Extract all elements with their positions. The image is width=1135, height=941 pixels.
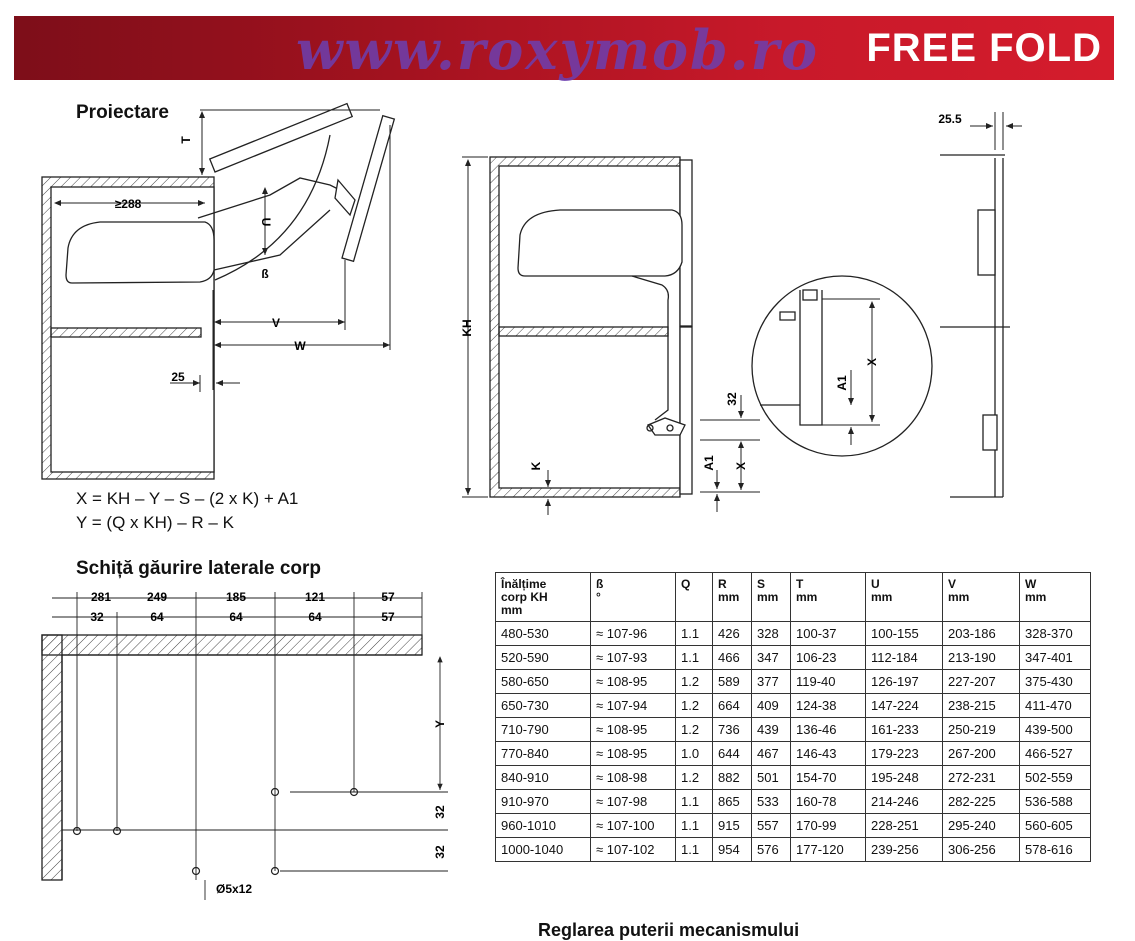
table-cell: 213-190 bbox=[943, 646, 1020, 670]
label-gap: 25 bbox=[171, 370, 185, 384]
top-dim-57: 57 bbox=[381, 590, 395, 604]
table-cell: 195-248 bbox=[866, 766, 943, 790]
table-cell: 177-120 bbox=[791, 838, 866, 862]
drilling-title: Schiță găurire laterale corp bbox=[76, 558, 321, 579]
label-A1-detail: A1 bbox=[835, 375, 849, 391]
header-q: Q bbox=[676, 573, 713, 622]
label-A1: A1 bbox=[702, 455, 716, 471]
label-32: 32 bbox=[725, 392, 739, 406]
table-cell: 228-251 bbox=[866, 814, 943, 838]
table-cell: 203-186 bbox=[943, 622, 1020, 646]
table-cell: 536-588 bbox=[1020, 790, 1091, 814]
table-cell: 282-225 bbox=[943, 790, 1020, 814]
table-row bbox=[496, 646, 1091, 670]
table-cell: ≈ 108-95 bbox=[591, 742, 676, 766]
table-cell: 1.1 bbox=[676, 838, 713, 862]
label-25-5: 25.5 bbox=[938, 112, 962, 126]
table-cell: 295-240 bbox=[943, 814, 1020, 838]
table-cell: 1.0 bbox=[676, 742, 713, 766]
label-KH: KH bbox=[460, 319, 474, 337]
formula-y: Y = (Q x KH) – R – K bbox=[76, 513, 234, 532]
table-cell: 865 bbox=[713, 790, 752, 814]
product-title: FREE FOLD bbox=[866, 26, 1102, 70]
table-cell: 100-37 bbox=[791, 622, 866, 646]
label-W: W bbox=[294, 339, 306, 353]
table-cell: 250-219 bbox=[943, 718, 1020, 742]
table-cell: ≈ 107-98 bbox=[591, 790, 676, 814]
table-cell: 154-70 bbox=[791, 766, 866, 790]
table-cell: ≈ 107-94 bbox=[591, 694, 676, 718]
label-Y: Y bbox=[433, 719, 447, 729]
table-cell: 1.2 bbox=[676, 718, 713, 742]
table-row bbox=[496, 742, 1091, 766]
table-cell: 227-207 bbox=[943, 670, 1020, 694]
header-t: T mm bbox=[791, 573, 866, 622]
table-cell: 954 bbox=[713, 838, 752, 862]
table-cell: 1.2 bbox=[676, 694, 713, 718]
table-cell: 576 bbox=[752, 838, 791, 862]
table-cell: 770-840 bbox=[496, 742, 591, 766]
table-cell: ≈ 108-95 bbox=[591, 718, 676, 742]
table-cell: 915 bbox=[713, 814, 752, 838]
label-X: X bbox=[734, 461, 748, 471]
table-cell: 439 bbox=[752, 718, 791, 742]
table-cell: 466-527 bbox=[1020, 742, 1091, 766]
table-header-row bbox=[496, 573, 1091, 622]
table-cell: 161-233 bbox=[866, 718, 943, 742]
label-X-detail: X bbox=[865, 357, 879, 367]
table-cell: 124-38 bbox=[791, 694, 866, 718]
specification-table bbox=[495, 572, 1091, 862]
table-cell: 560-605 bbox=[1020, 814, 1091, 838]
table-cell: 112-184 bbox=[866, 646, 943, 670]
header-s: S mm bbox=[752, 573, 791, 622]
table-cell: ≈ 107-93 bbox=[591, 646, 676, 670]
header-r: R mm bbox=[713, 573, 752, 622]
table-cell: 710-790 bbox=[496, 718, 591, 742]
table-cell: 328-370 bbox=[1020, 622, 1091, 646]
table-cell: 214-246 bbox=[866, 790, 943, 814]
table-cell: 328 bbox=[752, 622, 791, 646]
table-cell: 1.1 bbox=[676, 646, 713, 670]
table-cell: 100-155 bbox=[866, 622, 943, 646]
table-cell: ≈ 108-98 bbox=[591, 766, 676, 790]
table-cell: 409 bbox=[752, 694, 791, 718]
table-row bbox=[496, 694, 1091, 718]
table-cell: 480-530 bbox=[496, 622, 591, 646]
label-beta: ß bbox=[261, 267, 269, 281]
table-cell: 267-200 bbox=[943, 742, 1020, 766]
top-dim-281: 281 bbox=[90, 590, 112, 604]
bottom-dim-64b: 64 bbox=[229, 610, 243, 624]
table-cell: 644 bbox=[713, 742, 752, 766]
table-cell: 1.1 bbox=[676, 814, 713, 838]
table-cell: 1.1 bbox=[676, 790, 713, 814]
label-32-lower: 32 bbox=[433, 845, 447, 859]
table-cell: 377 bbox=[752, 670, 791, 694]
table-cell: 1000-1040 bbox=[496, 838, 591, 862]
table-row bbox=[496, 838, 1091, 862]
table-cell: 1.2 bbox=[676, 766, 713, 790]
table-cell: ≈ 107-96 bbox=[591, 622, 676, 646]
table-cell: 147-224 bbox=[866, 694, 943, 718]
table-cell: 533 bbox=[752, 790, 791, 814]
table-cell: 306-256 bbox=[943, 838, 1020, 862]
label-T: T bbox=[179, 136, 193, 144]
label-U: U bbox=[259, 217, 273, 227]
table-cell: 557 bbox=[752, 814, 791, 838]
table-cell: 272-231 bbox=[943, 766, 1020, 790]
label-hole-size: Ø5x12 bbox=[215, 882, 253, 896]
table-cell: 502-559 bbox=[1020, 766, 1091, 790]
header-v: V mm bbox=[943, 573, 1020, 622]
table-cell: 411-470 bbox=[1020, 694, 1091, 718]
table-cell: 736 bbox=[713, 718, 752, 742]
table-cell: 520-590 bbox=[496, 646, 591, 670]
table-cell: 239-256 bbox=[866, 838, 943, 862]
table-cell: 170-99 bbox=[791, 814, 866, 838]
table-cell: 840-910 bbox=[496, 766, 591, 790]
header-w: W mm bbox=[1020, 573, 1091, 622]
table-cell: ≈ 107-100 bbox=[591, 814, 676, 838]
table-row bbox=[496, 814, 1091, 838]
table-body bbox=[496, 622, 1091, 862]
projection-title: Proiectare bbox=[76, 102, 169, 123]
table-cell: 910-970 bbox=[496, 790, 591, 814]
table-row bbox=[496, 718, 1091, 742]
table-cell: 179-223 bbox=[866, 742, 943, 766]
next-section-title: Reglarea puterii mecanismului bbox=[538, 920, 800, 940]
table-cell: 238-215 bbox=[943, 694, 1020, 718]
header-kh: Înălțime corp KH mm bbox=[496, 573, 591, 622]
header-beta: ß ° bbox=[591, 573, 676, 622]
table-cell: 375-430 bbox=[1020, 670, 1091, 694]
table-cell: 160-78 bbox=[791, 790, 866, 814]
table-cell: 960-1010 bbox=[496, 814, 591, 838]
bottom-dim-64a: 64 bbox=[150, 610, 164, 624]
website-watermark: www.roxymob.ro bbox=[296, 18, 820, 82]
table-cell: 106-23 bbox=[791, 646, 866, 670]
table-cell: 1.2 bbox=[676, 670, 713, 694]
table-cell: 501 bbox=[752, 766, 791, 790]
table-cell: 347-401 bbox=[1020, 646, 1091, 670]
label-32-upper: 32 bbox=[433, 805, 447, 819]
table-cell: 467 bbox=[752, 742, 791, 766]
label-min-width: ≥288 bbox=[114, 197, 142, 211]
bottom-dim-57: 57 bbox=[381, 610, 395, 624]
header-u: U mm bbox=[866, 573, 943, 622]
bottom-dim-64c: 64 bbox=[308, 610, 322, 624]
table-cell: 426 bbox=[713, 622, 752, 646]
table-cell: ≈ 108-95 bbox=[591, 670, 676, 694]
bottom-dim-32: 32 bbox=[90, 610, 104, 624]
label-K: K bbox=[529, 461, 543, 471]
table-row bbox=[496, 766, 1091, 790]
formula-x: X = KH – Y – S – (2 x K) + A1 bbox=[76, 489, 299, 508]
top-dim-121: 121 bbox=[304, 590, 326, 604]
top-dim-185: 185 bbox=[225, 590, 247, 604]
table-cell: 650-730 bbox=[496, 694, 591, 718]
table-row bbox=[496, 790, 1091, 814]
table-cell: 578-616 bbox=[1020, 838, 1091, 862]
label-V: V bbox=[271, 316, 281, 330]
table-cell: 136-46 bbox=[791, 718, 866, 742]
table-cell: 580-650 bbox=[496, 670, 591, 694]
table-cell: 664 bbox=[713, 694, 752, 718]
table-cell: ≈ 107-102 bbox=[591, 838, 676, 862]
table-cell: 589 bbox=[713, 670, 752, 694]
table-cell: 1.1 bbox=[676, 622, 713, 646]
table-cell: 466 bbox=[713, 646, 752, 670]
top-dim-249: 249 bbox=[146, 590, 168, 604]
table-row bbox=[496, 622, 1091, 646]
table-row bbox=[496, 670, 1091, 694]
table-cell: 146-43 bbox=[791, 742, 866, 766]
table-cell: 882 bbox=[713, 766, 752, 790]
table-cell: 439-500 bbox=[1020, 718, 1091, 742]
table-cell: 119-40 bbox=[791, 670, 866, 694]
table-cell: 126-197 bbox=[866, 670, 943, 694]
table-cell: 347 bbox=[752, 646, 791, 670]
